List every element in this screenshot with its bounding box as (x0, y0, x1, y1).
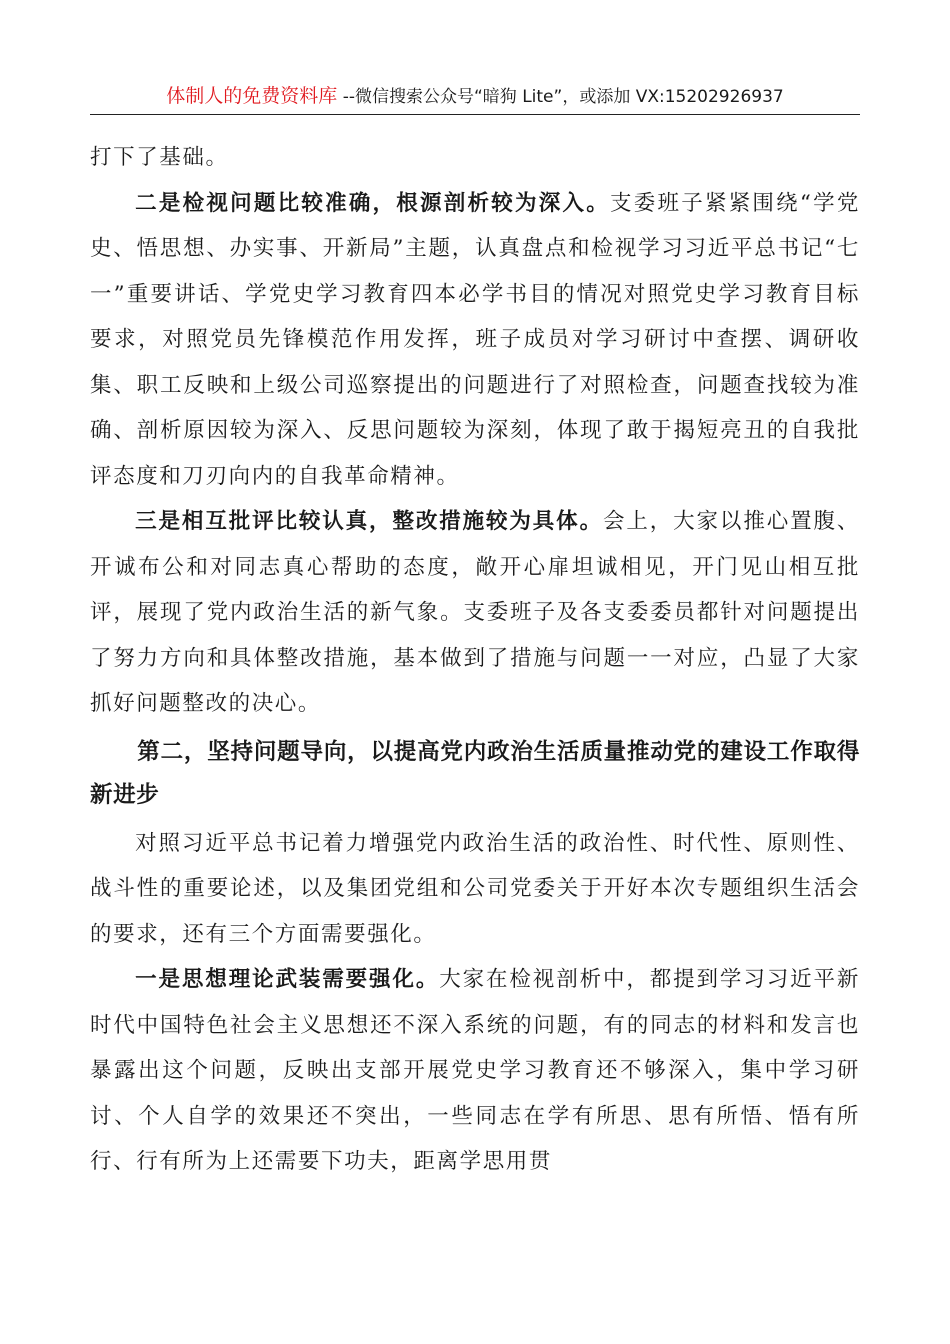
paragraph-point-1 (90, 957, 860, 1185)
paragraph-text: 会上，大家以推心置腹、开诚布公和对同志真心帮助的态度，敞开心扉坦诚相见，开门见山相互批评，展现了党内政治生活的新气象。支委班子及各支委委员都针对问题提出了努力方向和具体整改措施，基本做到了措施与问题一一对应，凸显了大家抓好问题整改的决心。 (90, 509, 860, 716)
watermark-header (90, 84, 860, 109)
paragraph-text: 打下了基础。 (90, 145, 229, 170)
paragraph-lead: 一是思想理论武装需要强化。 (135, 967, 440, 992)
header-brand-text: 体制人的免费资料库 (166, 85, 338, 107)
header-divider (90, 114, 860, 115)
paragraph-point-3 (90, 499, 860, 727)
header-contact-text: --微信搜索公众号“暗狗 Lite”，或添加 VX:15202926937 (337, 87, 784, 107)
paragraph-intro (90, 821, 860, 958)
section-heading: 第二，坚持问题导向，以提高党内政治生活质量推动党的建设工作取得新进步 (90, 738, 860, 808)
paragraph-point-2 (90, 181, 860, 500)
paragraph-lead: 三是相互批评比较认真，整改措施较为具体。 (135, 509, 603, 534)
paragraph-lead: 二是检视问题比较准确，根源剖析较为深入。 (135, 190, 610, 216)
paragraph-text: 对照习近平总书记着力增强党内政治生活的政治性、时代性、原则性、战斗性的重要论述，以及集团党组和公司党委关于开好本次专题组织生活会的要求，还有三个方面需要强化。 (90, 830, 860, 947)
paragraph-continuation (90, 135, 860, 181)
paragraph-text: 支委班子紧紧围绕“学党史、悟思想、办实事、开新局”主题，认真盘点和检视学习习近平总书记“七一”重要讲话、学党史学习教育四本必学书目的情况对照党史学习教育目标要求，对照党员先锋模范作用发挥，班子成员对学习研讨中查摆、调研收集、职工反映和上级公司巡察提出的问题进行了对照检查，问题查找较为准确、剖析原因较为深入、反思问题较为深刻，体现了敢于揭短亮丑的自我批评态度和刀刃向内的自我革命精神。 (90, 190, 860, 489)
paragraph-text: 大家在检视剖析中，都提到学习习近平新时代中国特色社会主义思想还不深入系统的问题，有的同志的材料和发言也暴露出这个问题，反映出支部开展党史学习教育还不够深入，集中学习研讨、个人自学的效果还不突出，一些同志在学有所思、思有所悟、悟有所行、行有所为上还需要下功夫，距离学思用贯 (90, 967, 860, 1174)
document-body (90, 135, 860, 1185)
